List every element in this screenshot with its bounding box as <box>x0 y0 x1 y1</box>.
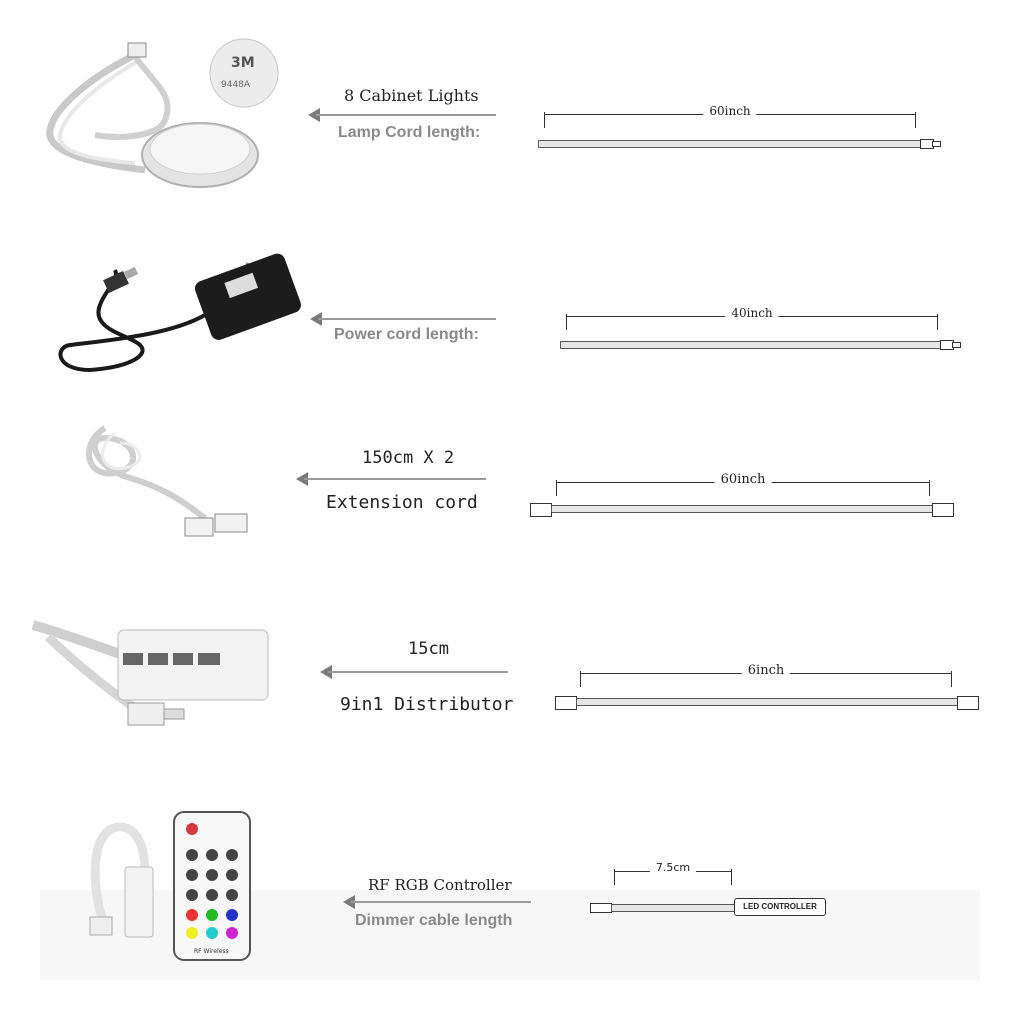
row2-plug-pin <box>952 342 961 348</box>
row5-controller-label: LED CONTROLLER <box>743 902 817 911</box>
row1-measure: 60inch <box>703 104 756 118</box>
row4-measure: 6inch <box>742 663 790 678</box>
extension-cord-photo <box>75 418 265 553</box>
row5-measure: 7.5cm <box>650 861 696 874</box>
row-distributor <box>0 605 1024 755</box>
rf-controller-photo <box>80 807 260 972</box>
row2-subtitle: Power cord length: <box>334 326 479 343</box>
row3-plug-left <box>530 503 552 517</box>
row-power-cord <box>0 220 1024 400</box>
remote-label: RF Wireless <box>194 948 229 955</box>
row4-cable <box>576 698 958 706</box>
row-extension-cord <box>0 410 1024 570</box>
power-adapter-photo <box>50 235 310 385</box>
row4-subtitle: 9in1 Distributor <box>340 694 514 715</box>
row3-plug-right <box>932 503 954 517</box>
row1-plug-pin <box>932 141 941 147</box>
row-rf-controller <box>0 795 1024 985</box>
row1-subtitle: Lamp Cord length: <box>338 124 481 141</box>
row-cabinet-lights <box>0 0 1024 200</box>
row4-dimension <box>580 663 952 687</box>
row1-arrow <box>308 108 496 122</box>
row4-title: 15cm <box>408 639 449 659</box>
tape-label: 3M <box>231 55 255 71</box>
row4-arrow <box>320 665 508 679</box>
row4-plug-right <box>957 696 979 710</box>
row3-arrow <box>296 472 486 486</box>
row3-dimension <box>556 472 930 496</box>
row5-arrow <box>343 895 531 909</box>
row4-plug-left <box>555 696 577 710</box>
row5-title: RF RGB Controller <box>368 876 512 894</box>
row5-cable <box>611 904 735 912</box>
row1-title: 8 Cabinet Lights <box>344 86 479 105</box>
row5-plug <box>590 903 612 913</box>
row3-subtitle: Extension cord <box>326 492 478 513</box>
distributor-photo <box>28 615 278 745</box>
row2-cable <box>560 341 942 349</box>
row5-controller-box <box>734 898 826 916</box>
row5-subtitle: Dimmer cable length <box>355 912 513 929</box>
row1-cable <box>538 140 922 148</box>
row2-measure: 40inch <box>725 306 778 320</box>
row2-dimension <box>566 306 938 330</box>
row3-title: 150cm X 2 <box>362 448 455 468</box>
row3-cable <box>551 505 933 513</box>
cabinet-light-photo <box>35 35 295 205</box>
row1-dimension <box>544 104 916 128</box>
row5-dimension <box>614 861 732 885</box>
row3-measure: 60inch <box>715 472 772 487</box>
row2-arrow <box>310 312 496 326</box>
tape-code: 9448A <box>221 80 251 90</box>
